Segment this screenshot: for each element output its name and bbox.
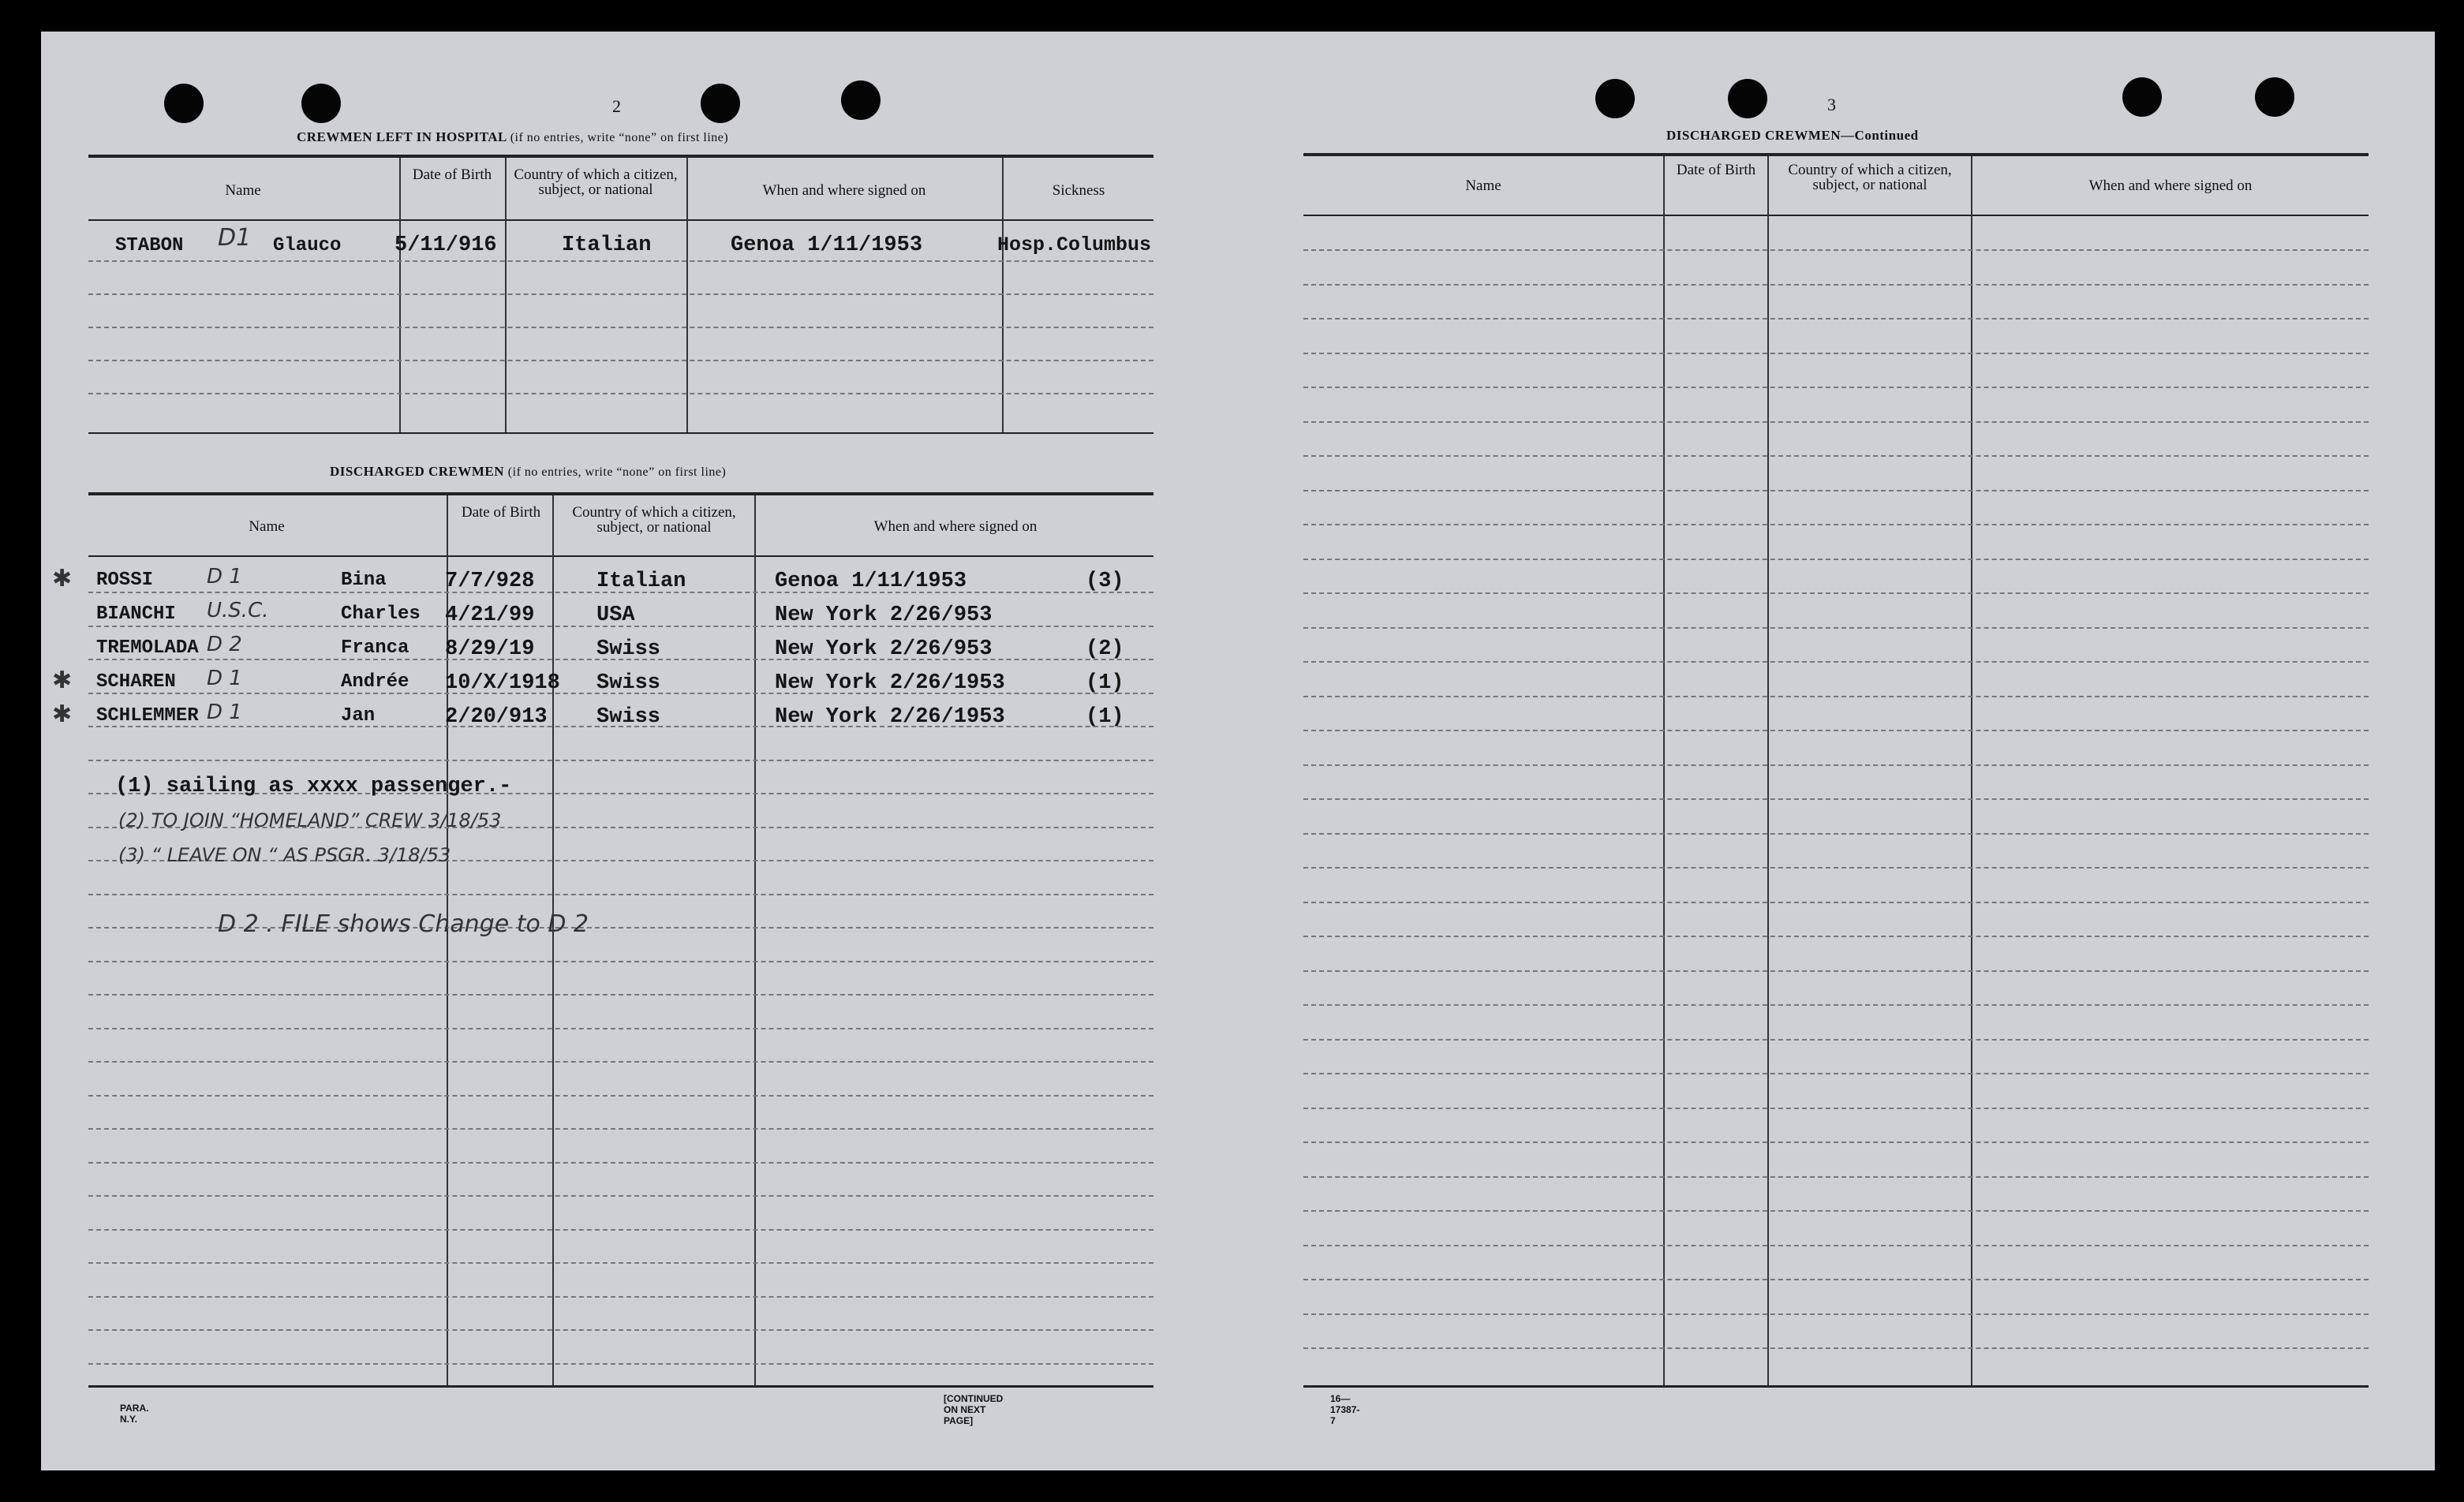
row-mark: D 1 <box>207 701 242 724</box>
col-header-name: Name <box>225 182 261 199</box>
form-line <box>1303 524 2369 525</box>
form-line <box>1303 353 2369 354</box>
row-ref: (1) <box>1086 671 1124 695</box>
row-given-name: Franca <box>341 637 409 659</box>
form-line <box>1303 1313 2369 1315</box>
col-header-country: Country of which a citizen, subject, or national <box>1788 162 1952 193</box>
form-line <box>1303 902 2369 903</box>
row-signed-on: Genoa 1/11/1953 <box>775 570 967 593</box>
form-line <box>1303 1108 2369 1109</box>
form-line <box>1303 592 2369 594</box>
hospital-note: (if no entries, write “none” on first line) <box>510 131 729 144</box>
row-dob: 8/29/19 <box>445 637 535 661</box>
form-line <box>1303 1347 2369 1349</box>
col-header-country: Country of which a citizen, subject, or national <box>514 166 678 198</box>
form-line <box>1303 421 2369 423</box>
form-line <box>1303 696 2369 697</box>
row-asterisk: ✱ <box>52 667 73 694</box>
form-line <box>88 1229 1153 1231</box>
row-mark: D 1 <box>207 565 242 588</box>
form-line <box>1303 627 2369 629</box>
form-line <box>1303 1039 2369 1041</box>
page-number: 3 <box>1827 95 1837 114</box>
form-line <box>88 1128 1153 1130</box>
punch-hole <box>1595 79 1635 118</box>
form-line <box>88 1162 1153 1164</box>
hospital-section-title <box>297 129 728 145</box>
form-line <box>88 327 1153 328</box>
row-given-name: Charles <box>341 603 421 625</box>
row-ref: (1) <box>1086 705 1124 729</box>
row-dob: 10/X/1918 <box>445 671 560 695</box>
col-header-sickness: Sickness <box>1052 182 1105 199</box>
punch-hole <box>301 84 341 123</box>
column-divider <box>1663 156 1665 1385</box>
form-line <box>1303 559 2369 560</box>
column-divider <box>754 495 756 1385</box>
form-line <box>88 1329 1153 1331</box>
form-line <box>1303 798 2369 800</box>
punch-hole <box>2122 77 2162 117</box>
right-section-title: DISCHARGED CREWMEN—Continued <box>1666 128 1919 143</box>
form-line <box>1303 833 2369 835</box>
row-signed-on: New York 2/26/1953 <box>775 705 1005 729</box>
form-line <box>1303 867 2369 869</box>
form-line <box>88 894 1153 895</box>
form-line <box>1303 387 2369 388</box>
right-bottom-rule <box>1303 1385 2369 1388</box>
form-line <box>1303 1141 2369 1143</box>
row-given-name: Andrée <box>341 671 409 693</box>
form-line <box>88 1262 1153 1264</box>
form-line <box>1303 1004 2369 1006</box>
form-line <box>88 1061 1153 1063</box>
punch-hole <box>164 84 204 123</box>
form-line <box>1303 661 2369 663</box>
column-divider <box>552 495 554 1385</box>
row-country: USA <box>596 603 635 627</box>
discharged-title: DISCHARGED CREWMEN <box>330 464 505 479</box>
row-signed-on: New York 2/26/953 <box>775 637 993 661</box>
col-header-signed-on: When and where signed on <box>762 182 926 199</box>
row-asterisk: ✱ <box>52 701 73 728</box>
form-line <box>88 260 1153 262</box>
note-handwritten-2: (2) TO JOIN “HOMELAND” CREW 3/18/53 <box>118 809 502 831</box>
note-handwritten-3: (3) “ LEAVE ON “ AS PSGR. 3/18/53 <box>118 844 451 866</box>
row-mark: U.S.C. <box>207 599 269 622</box>
discharged-top-rule <box>88 492 1153 495</box>
col-header-name: Name <box>1465 177 1501 194</box>
row-country: Swiss <box>596 671 661 695</box>
right-top-rule <box>1303 153 2369 156</box>
form-line <box>1303 284 2369 286</box>
form-line <box>1303 1245 2369 1246</box>
row-surname: SCHLEMMER <box>96 705 199 727</box>
column-divider <box>447 495 448 1385</box>
row-dob: 2/20/913 <box>445 705 548 729</box>
hospital-title: CREWMEN LEFT IN HOSPITAL <box>297 129 507 144</box>
form-line <box>88 393 1153 394</box>
row-country: Italian <box>596 570 686 593</box>
discharged-bottom-rule <box>88 1385 1153 1388</box>
hospital-entry-sickness: Hosp.Columbus <box>997 234 1152 256</box>
hospital-entry-mark: D1 <box>218 224 252 252</box>
discharged-note: (if no entries, write “none” on first line) <box>507 465 727 479</box>
punch-hole <box>701 84 740 123</box>
form-line <box>88 1296 1153 1298</box>
footer-continued: [CONTINUED ON NEXT PAGE] <box>944 1393 1004 1426</box>
col-header-name: Name <box>249 518 285 535</box>
row-country: Swiss <box>596 705 661 729</box>
form-line <box>1303 764 2369 766</box>
row-surname: BIANCHI <box>96 603 176 625</box>
row-surname: ROSSI <box>96 570 154 591</box>
form-line <box>1303 730 2369 731</box>
form-line <box>1303 490 2369 491</box>
hospital-bottom-rule <box>88 432 1153 434</box>
form-line <box>1303 1176 2369 1178</box>
form-line <box>1303 1210 2369 1212</box>
row-surname: SCHAREN <box>96 671 176 693</box>
form-line <box>1303 936 2369 937</box>
column-divider <box>1971 156 1972 1385</box>
form-line <box>88 1363 1153 1365</box>
form-line <box>88 1028 1153 1029</box>
col-header-country: Country of which a citizen, subject, or national <box>572 504 736 536</box>
note-handwritten-4: D 2 . FILE shows Change to D 2 <box>218 910 589 938</box>
punch-hole <box>841 80 881 120</box>
page-number: 2 <box>612 96 622 116</box>
hospital-entry-dob: 5/11/916 <box>394 234 497 257</box>
form-line <box>1303 1073 2369 1074</box>
row-ref: (3) <box>1086 570 1124 593</box>
form-line <box>1303 1279 2369 1280</box>
hospital-entry-signed-on: Genoa 1/11/1953 <box>731 234 923 257</box>
form-line <box>88 1195 1153 1197</box>
form-line <box>88 994 1153 996</box>
form-line <box>1303 455 2369 457</box>
row-asterisk: ✱ <box>52 565 73 592</box>
note-typed: (1) sailing as xxxx passenger.- <box>115 775 512 798</box>
form-line <box>88 1095 1153 1097</box>
col-header-dob: Date of Birth <box>412 166 492 183</box>
discharged-section-title <box>330 464 726 480</box>
row-given-name: Jan <box>341 705 376 727</box>
discharged-header-rule <box>88 555 1153 557</box>
hospital-top-rule <box>88 155 1153 158</box>
form-line <box>1303 318 2369 319</box>
row-country: Swiss <box>596 637 661 661</box>
column-divider <box>1767 156 1769 1385</box>
row-given-name: Bina <box>341 570 387 591</box>
hospital-header-rule <box>88 219 1153 221</box>
footer-printer: PARA. N.Y. <box>120 1403 149 1425</box>
hospital-entry-country: Italian <box>562 234 652 257</box>
col-header-signed-on: When and where signed on <box>873 518 1038 535</box>
col-header-signed-on: When and where signed on <box>2088 177 2253 194</box>
row-dob: 7/7/928 <box>445 570 535 593</box>
col-header-dob: Date of Birth <box>1676 162 1756 178</box>
form-line <box>1303 970 2369 972</box>
hospital-entry-given: Glauco <box>273 235 342 256</box>
form-line <box>88 961 1153 962</box>
row-dob: 4/21/99 <box>445 603 535 627</box>
col-header-dob: Date of Birth <box>461 504 541 521</box>
punch-hole <box>1728 79 1767 118</box>
right-header-rule <box>1303 215 2369 216</box>
row-surname: TREMOLADA <box>96 637 199 659</box>
form-line <box>1303 249 2369 251</box>
form-line <box>88 293 1153 295</box>
footer-form-number: 16—17387-7 <box>1330 1393 1360 1426</box>
form-line <box>88 360 1153 361</box>
hospital-entry-surname: STABON <box>115 235 184 256</box>
punch-hole <box>2255 77 2294 117</box>
row-signed-on: New York 2/26/1953 <box>775 671 1005 695</box>
row-signed-on: New York 2/26/953 <box>775 603 993 627</box>
form-line <box>88 760 1153 761</box>
row-mark: D 2 <box>207 633 242 656</box>
row-ref: (2) <box>1086 637 1124 661</box>
row-mark: D 1 <box>207 667 242 690</box>
